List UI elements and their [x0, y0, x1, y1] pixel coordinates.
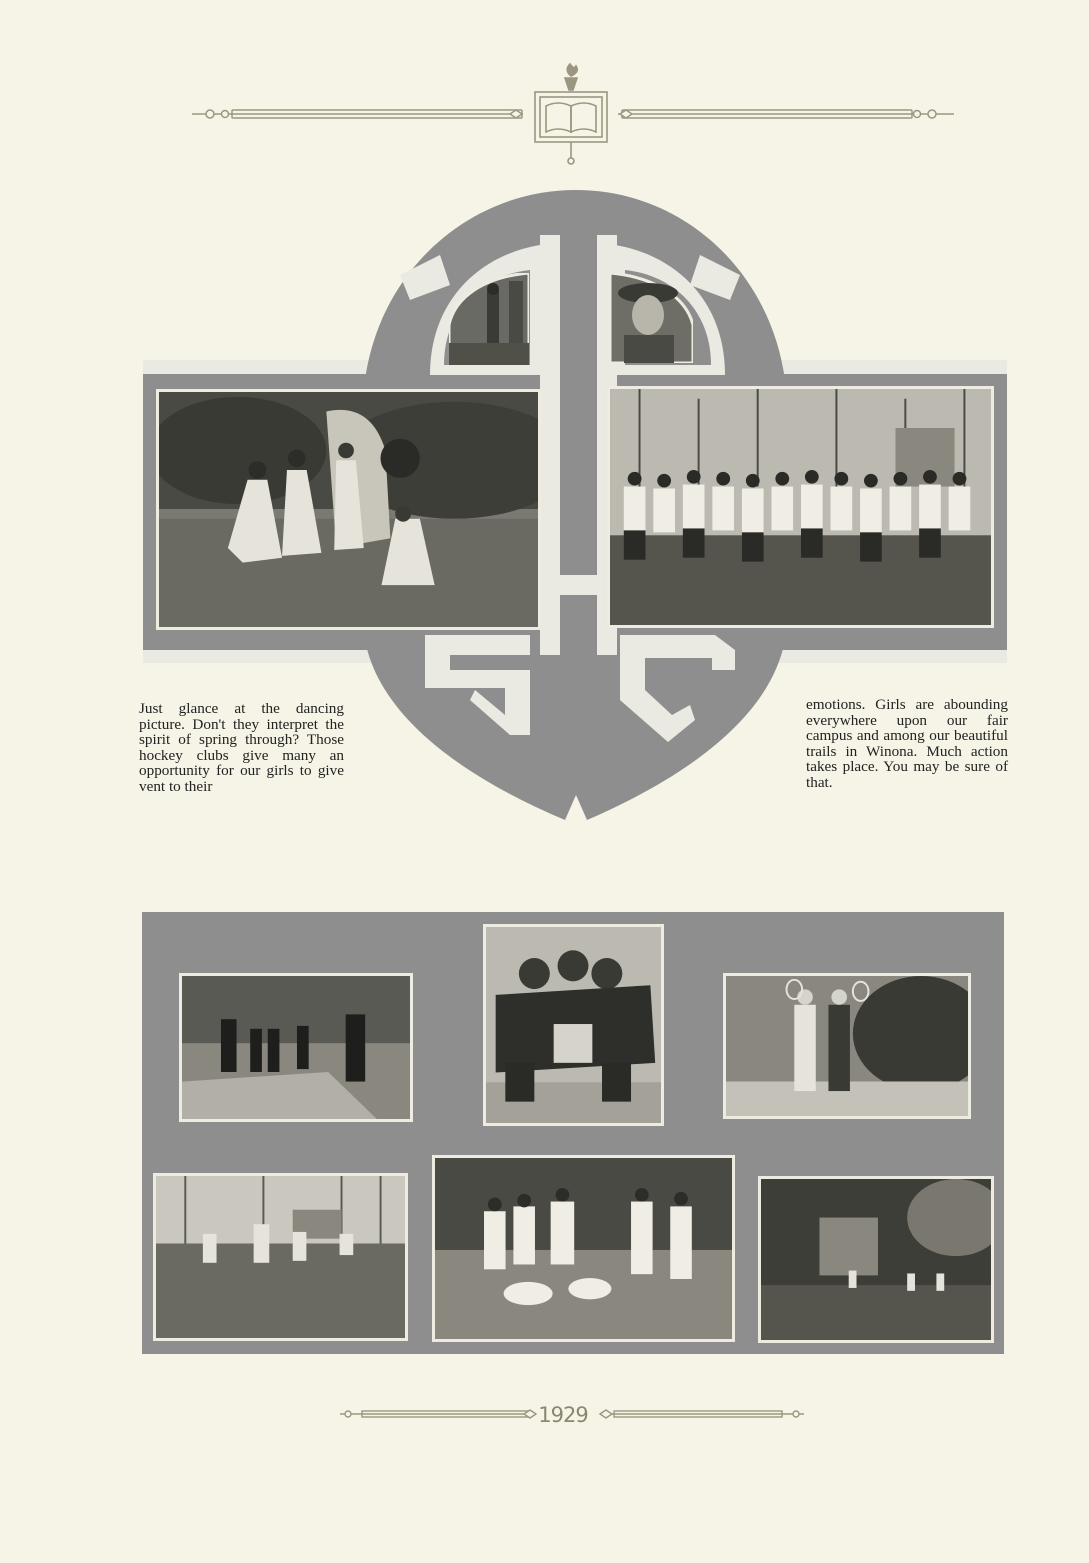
- photo-group-huddle: [483, 924, 664, 1126]
- caption-left: Just glance at the dancing picture. Don't they interpret the spirit of spring through? Those hockey clubs give many an opportunity for our girls to give vent to their: [139, 700, 344, 795]
- photo-dancing: [156, 389, 541, 630]
- caption-right: emotions. Girls are abounding everywhere upon our fair campus and among our beautiful trails in Winona. Much action takes place. You may be sure of that.: [806, 696, 1008, 791]
- photo-field-game: [153, 1173, 408, 1341]
- footer-year: 1929: [538, 1403, 588, 1427]
- photo-small-top-left: [449, 273, 529, 365]
- photo-tennis-pair: [723, 973, 971, 1119]
- photo-campus-grounds: [758, 1176, 994, 1343]
- photo-walkers: [179, 973, 413, 1122]
- photo-small-top-right: [610, 273, 693, 363]
- photo-hockey: [607, 386, 994, 628]
- photo-tennis-group: [432, 1155, 735, 1342]
